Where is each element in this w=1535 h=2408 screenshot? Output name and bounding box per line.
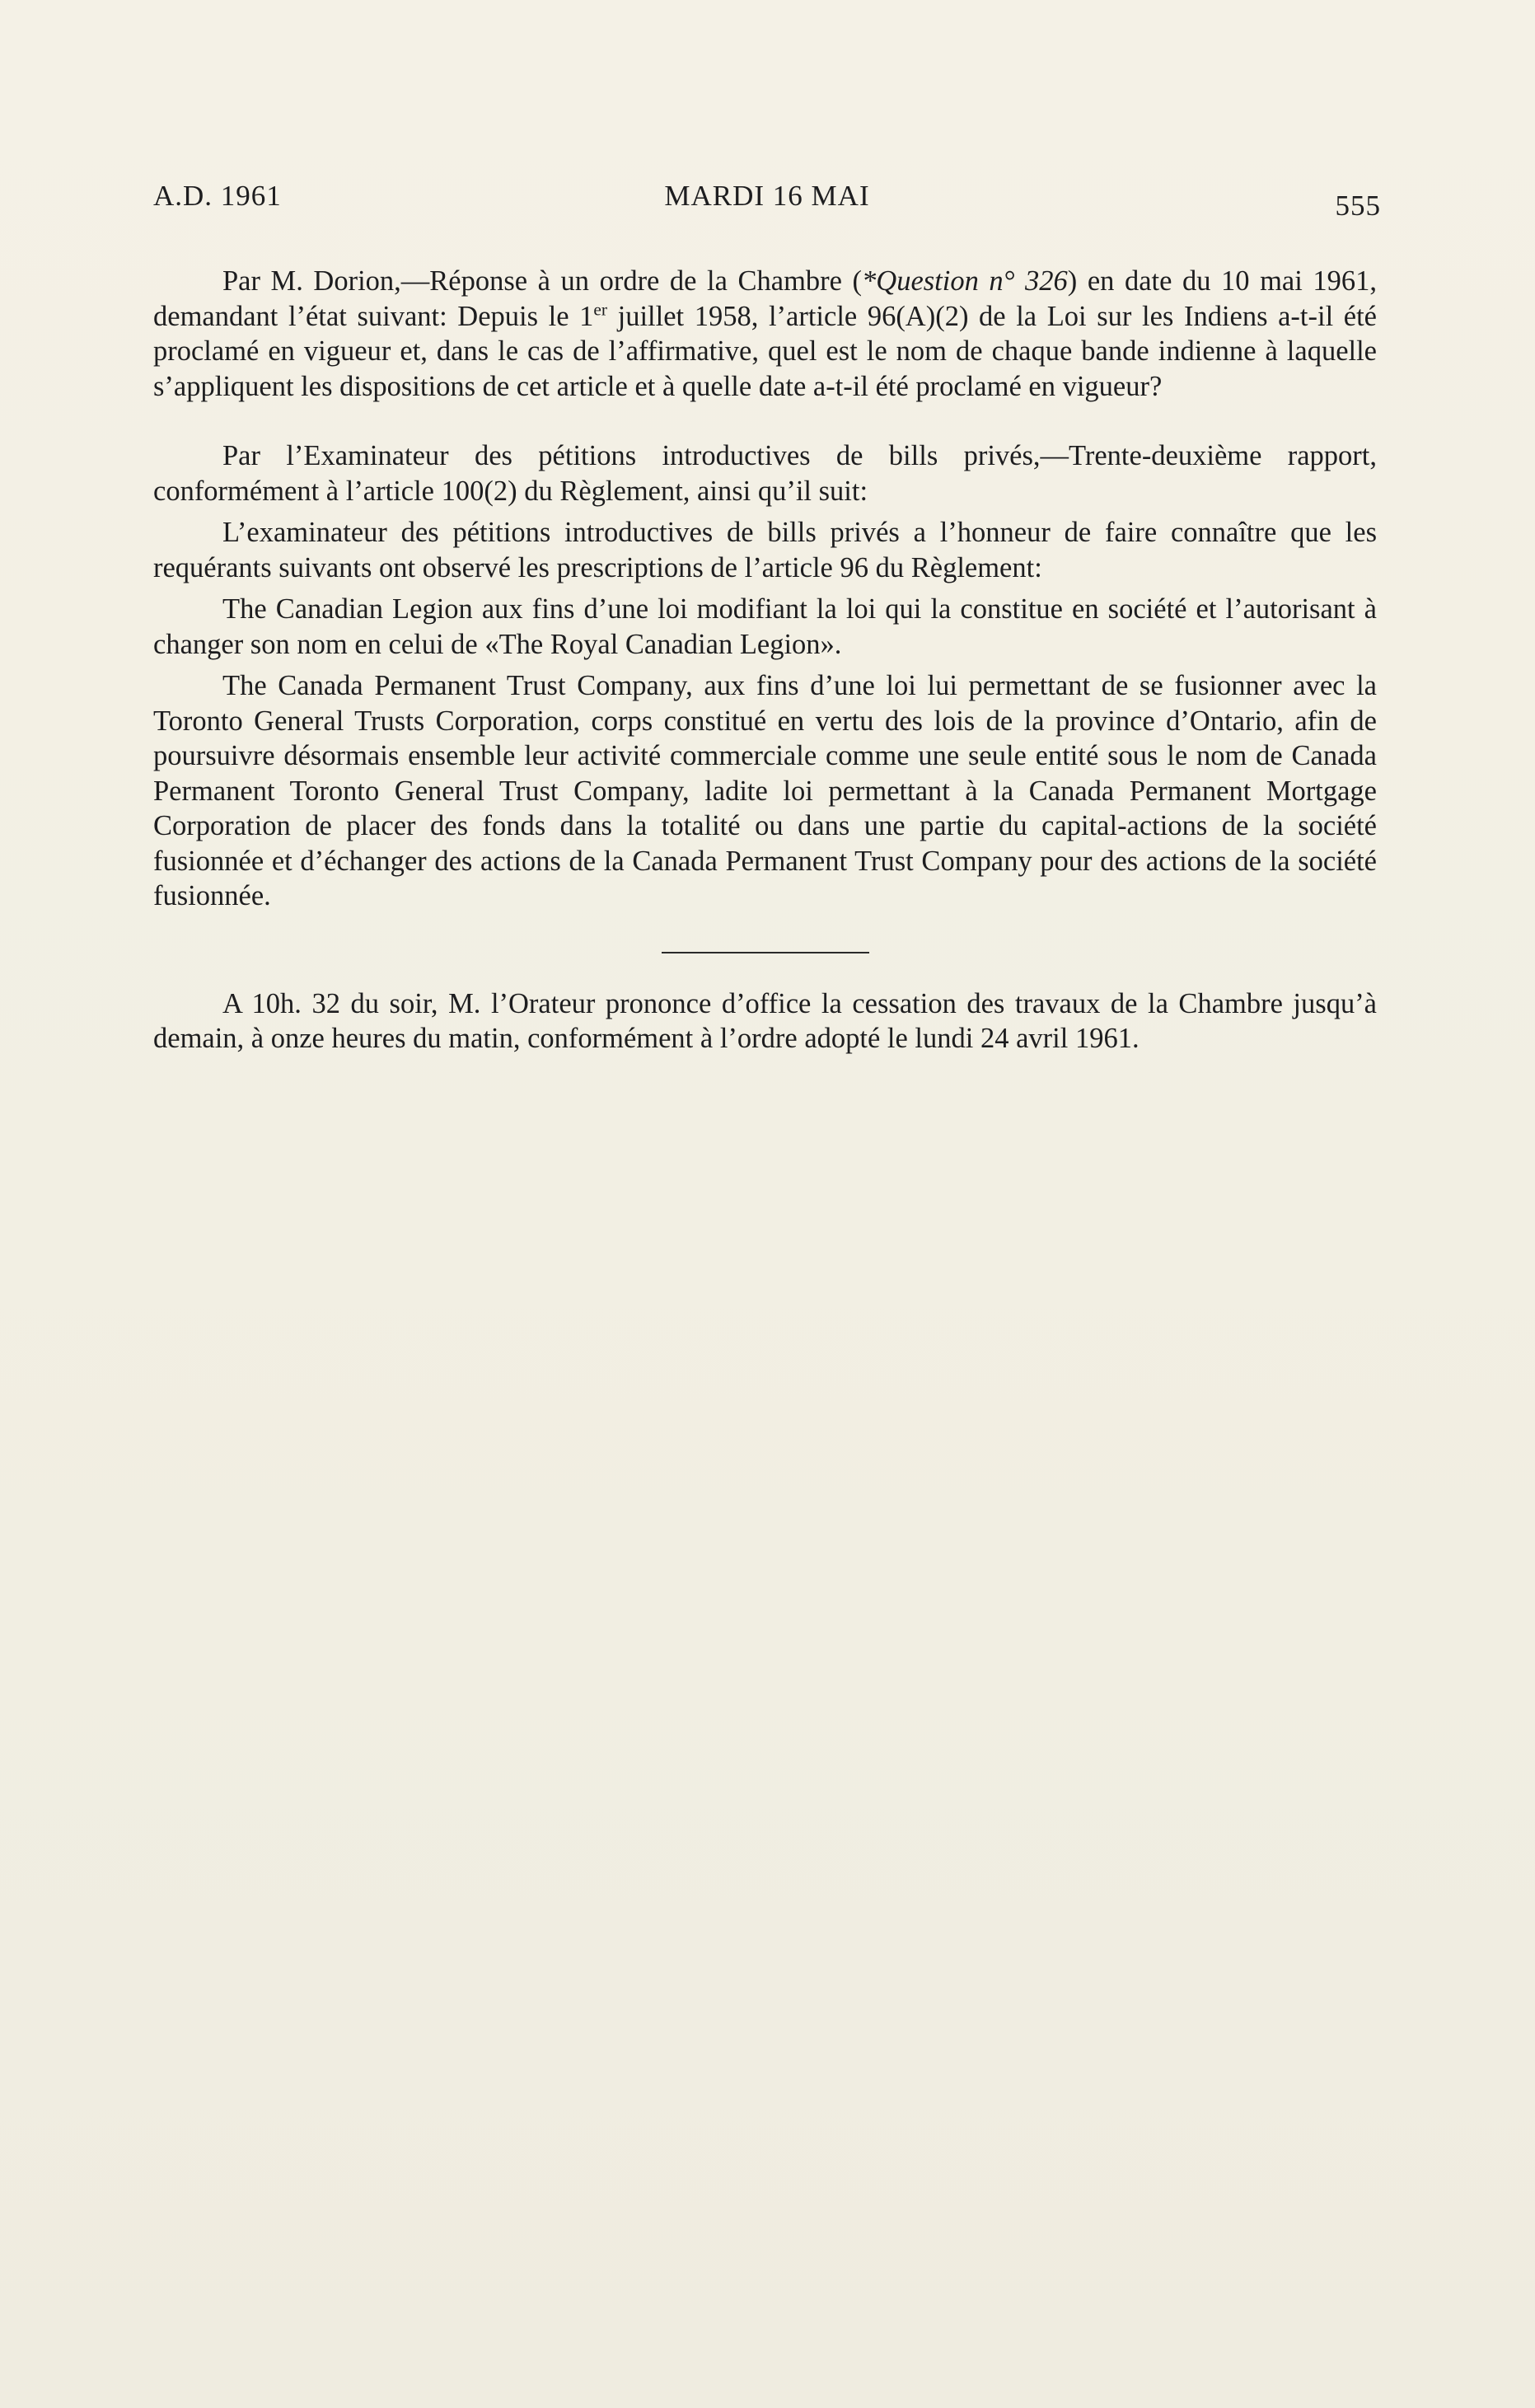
paragraph-dorion-response <box>153 264 1377 404</box>
paragraph-canadian-legion: The Canadian Legion aux fins d’une loi modifiant la loi qui la constitue en société et l’autorisant à changer son nom en celui de «The Royal Canadian Legion». <box>153 593 1377 660</box>
paragraph-examiner-honour: L’examinateur des pétitions introductives de bills privés a l’honneur de faire connaître que les requérants suivants ont observé les prescriptions de l’article 96 du Règlement: <box>153 517 1377 583</box>
header-year: A.D. 1961 <box>153 180 282 212</box>
question-reference: *Question n° 326 <box>862 265 1068 297</box>
body-text <box>153 264 1377 1056</box>
running-head <box>153 180 1381 221</box>
paragraph-examiner-report: Par l’Examinateur des pétitions introductives de bills privés,—Trente-deuxième rapport, conformément à l’article 100(2) du Règlement, ainsi qu’il suit: <box>153 440 1377 507</box>
header-date: MARDI 16 MAI <box>664 180 870 212</box>
section-divider <box>662 952 869 953</box>
paragraph-adjournment: A 10h. 32 du soir, M. l’Orateur prononce d’office la cessation des travaux de la Chambre jusqu’à demain, à onze heures du matin, conformément à l’ordre adopté le lundi 24 avril 1961. <box>153 987 1377 1054</box>
paragraph-text: ) en date du 10 mai 1961, demandant l’état suivant: Depuis le 1 <box>153 265 1378 332</box>
paragraph-canada-permanent: The Canada Permanent Trust Company, aux fins d’une loi lui permettant de se fusionner avec la Toronto General Trusts Corporation, corps constitué en vertu des lois de la province d’Ontario, afin de poursuivre désormais ensemble leur activité commerciale comme une seule entité sous le nom de Canada Permanent Toronto General Trust Company, ladite loi permettant à la Canada Permanent Mortgage Corporation de placer des fonds dans la totalité ou dans une partie du capital-actions de la société fusionnée et d’échanger des actions de la Canada Permanent Trust Company pour des actions de la société fusionnée. <box>153 670 1377 911</box>
page-number: 555 <box>1335 190 1381 222</box>
paragraph-text: Par M. Dorion,—Réponse à un ordre de la Chambre ( <box>222 265 863 297</box>
superscript-er: er <box>593 299 608 319</box>
paragraph-text: juillet 1958, l’article 96(A)(2) de la Loi sur les Indiens a-t-il été proclamé en vigueur et, dans le cas de l’affirmative, quel est le nom de chaque bande indienne à laquelle s’appliquent les dispositions de cet article et à quelle date a-t-il été proclamé en vigueur? <box>153 300 1377 402</box>
